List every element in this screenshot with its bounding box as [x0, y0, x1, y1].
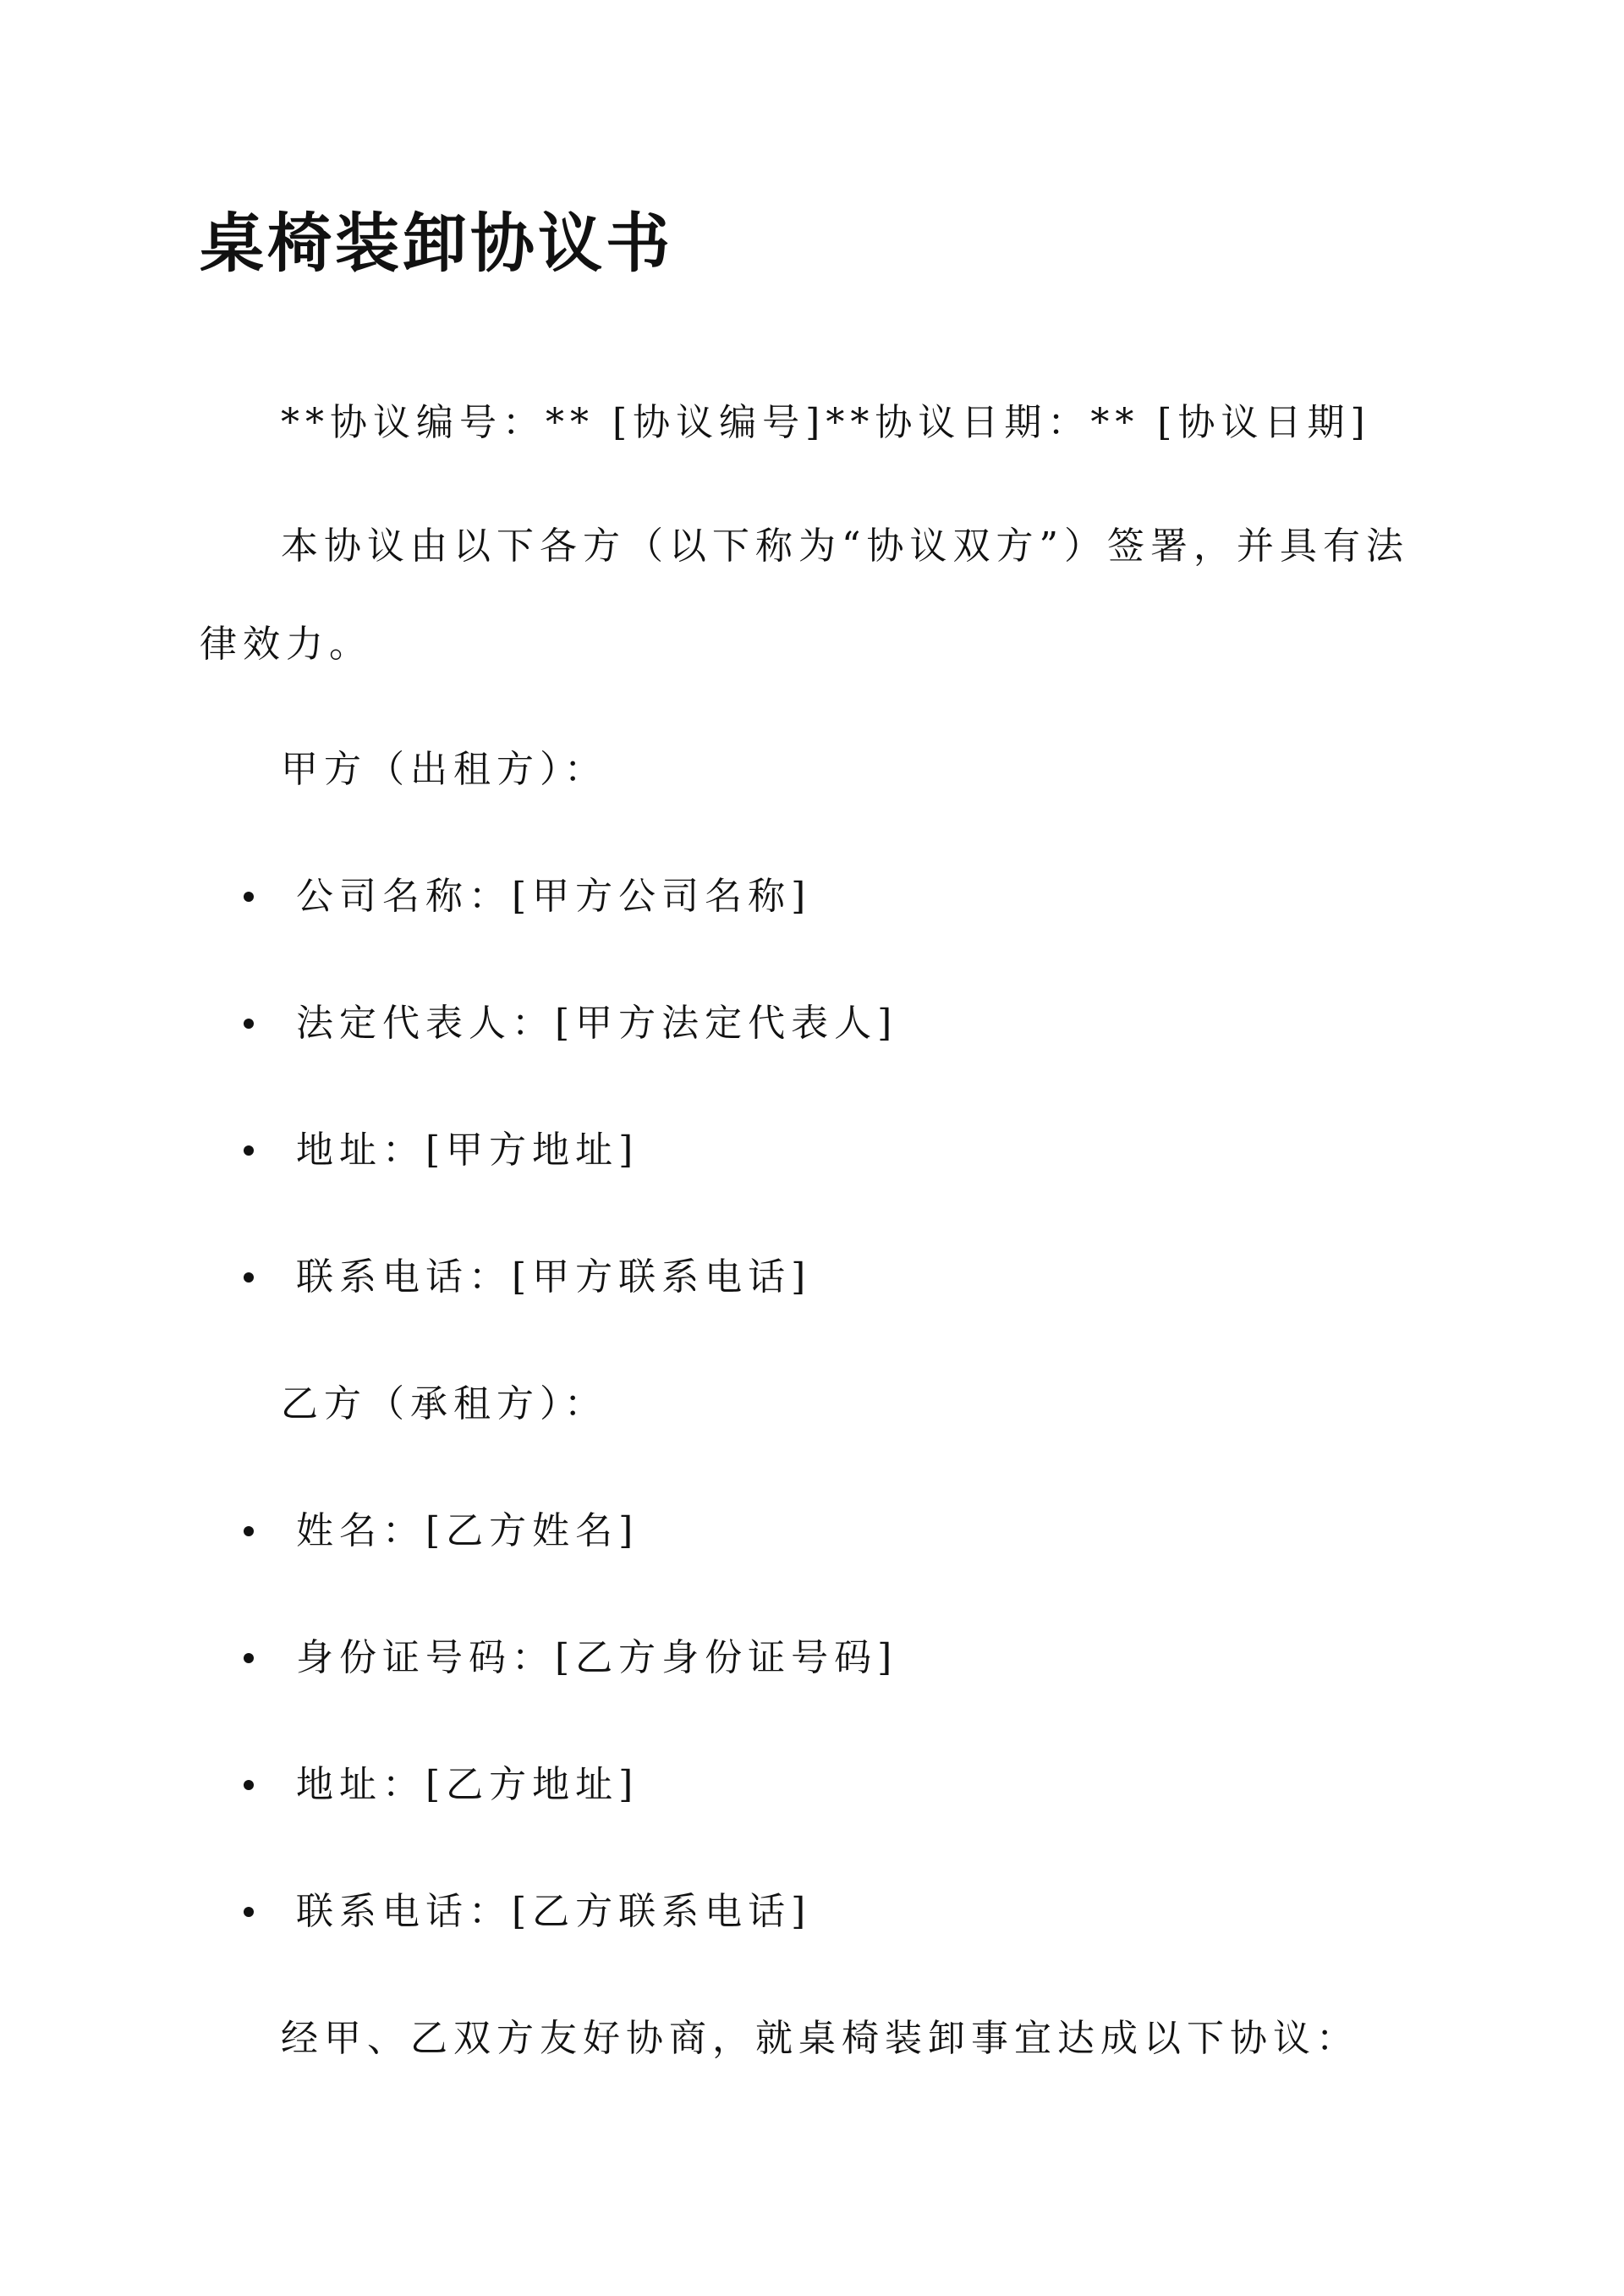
- bullet-icon: [244, 1653, 254, 1663]
- party-a-item-text: 法定代表人：[甲方法定代表人]: [296, 1002, 898, 1045]
- document-title: 桌椅装卸协议书: [200, 206, 673, 281]
- party-b-item: [244, 1760, 639, 1810]
- party-b-item-text: 联系电话：[乙方联系电话]: [296, 1890, 812, 1933]
- party-b-heading: 乙方（承租方）：: [281, 1382, 607, 1425]
- intro-paragraph-line-2: 律效力。: [200, 623, 372, 666]
- party-a-item: [244, 871, 811, 922]
- agreement-meta-line: **协议编号：** [协议编号]**协议日期：** [协议日期]: [281, 401, 1371, 444]
- bullet-icon: [244, 1272, 254, 1283]
- party-a-item-text: 地址：[甲方地址]: [296, 1129, 639, 1172]
- party-b-item: [244, 1633, 897, 1684]
- party-a-item: [244, 1252, 811, 1303]
- bullet-icon: [244, 1780, 254, 1790]
- bullet-icon: [244, 1145, 254, 1156]
- closing-paragraph: 经甲、乙双方友好协商，就桌椅装卸事宜达成以下协议：: [281, 2017, 1359, 2060]
- party-a-item: [244, 1125, 639, 1176]
- party-b-item-text: 身份证号码：[乙方身份证号码]: [296, 1636, 898, 1679]
- party-a-item: [244, 998, 897, 1049]
- bullet-icon: [244, 1526, 254, 1536]
- party-a-item-text: 公司名称：[甲方公司名称]: [296, 875, 812, 918]
- party-a-item-text: 联系电话：[甲方联系电话]: [296, 1255, 812, 1299]
- bullet-icon: [244, 1019, 254, 1029]
- bullet-icon: [244, 892, 254, 902]
- party-b-item-text: 姓名：[乙方姓名]: [296, 1509, 639, 1552]
- party-b-item: [244, 1887, 811, 1937]
- intro-paragraph-line-1: 本协议由以下各方（以下称为“协议双方”）签署，并具有法: [281, 525, 1409, 568]
- bullet-icon: [244, 1907, 254, 1917]
- party-a-heading: 甲方（出租方）：: [281, 748, 607, 791]
- party-b-item-text: 地址：[乙方地址]: [296, 1763, 639, 1806]
- party-b-item: [244, 1506, 639, 1557]
